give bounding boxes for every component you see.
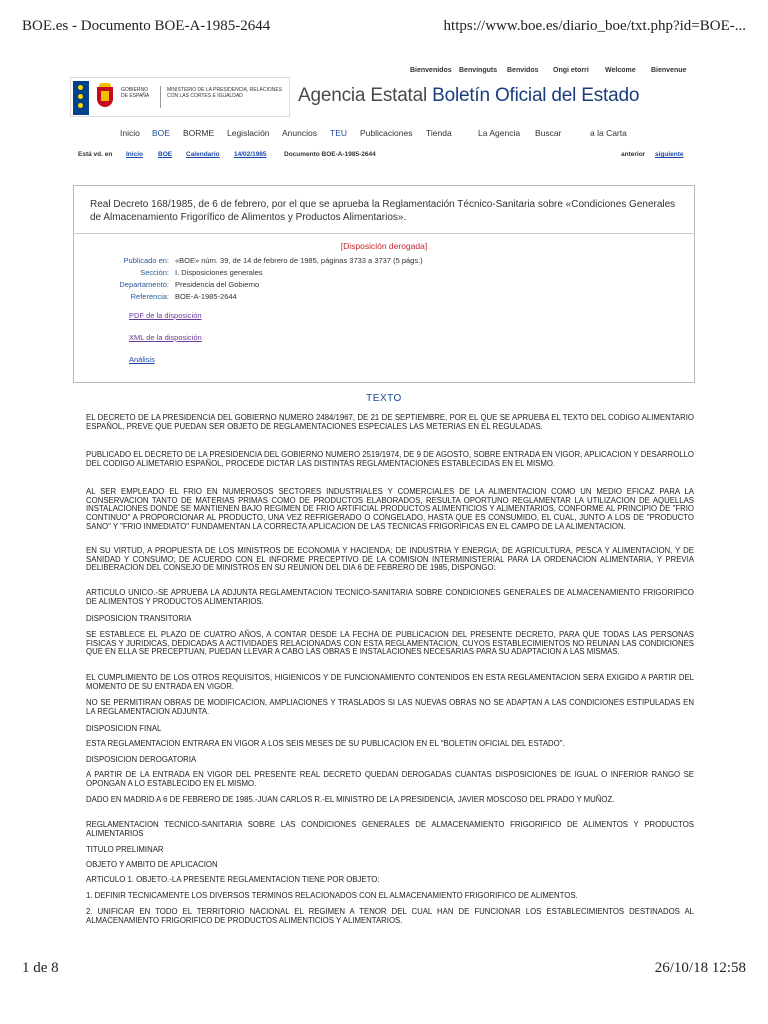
meta-label: Publicado en: bbox=[123, 256, 169, 265]
meta-row-publicado bbox=[74, 256, 694, 267]
body-paragraph: DISPOSICION FINAL bbox=[86, 724, 162, 733]
lang-link-gl[interactable]: Benvidos bbox=[507, 67, 539, 74]
meta-row-departamento bbox=[74, 280, 694, 291]
nav-item-legislacion[interactable]: Legislación bbox=[227, 128, 270, 138]
eu-flag-icon bbox=[73, 81, 89, 115]
body-paragraph: ARTICULO 1. OBJETO.-LA PRESENTE REGLAMENTACION TIENE POR OBJETO: bbox=[86, 875, 380, 884]
breadcrumb-date[interactable]: 14/02/1985 bbox=[234, 151, 267, 158]
analisis-link[interactable]: Análisis bbox=[129, 355, 155, 364]
document-info-box bbox=[73, 185, 695, 383]
nav-item-a-la-carta[interactable]: a la Carta bbox=[590, 128, 627, 138]
body-paragraph: EN SU VIRTUD, A PROPUESTA DE LOS MINISTROS DE ECONOMIA Y HACIENDA; DE INDUSTRIA Y ENERGIA; DE AGRICULTURA, PESCA Y ALIMENTACION, Y DE SANIDAD Y CONSUMO; DE ACUERDO CON EL INFORME PRECEPTIVO DE LA COMISION INTERMINISTERIAL PARA LA ORDENACION ALIMENTARIA, Y PREVIA DELIBERACION DEL CONSEJO DE MINISTROS EN SU REUNION DEL DIA 6 DE FEBRERO DE 1985, DISPONGO: bbox=[86, 546, 694, 573]
body-paragraph: DISPOSICION DEROGATORIA bbox=[86, 755, 197, 764]
print-datetime: 26/10/18 12:58 bbox=[654, 960, 746, 976]
body-paragraph: EL DECRETO DE LA PRESIDENCIA DEL GOBIERNO NUMERO 2484/1967, DE 21 DE SEPTIEMBRE, POR EL QUE SE APRUEBA EL TEXTO DEL CODIGO ALIMENTARIO ESPAÑOL, PREVE QUE PUEDAN SER OBJETO DE REGLAMENTACIONES ESPECIALES LAS METERIAS EN EL REGULADAS. bbox=[86, 413, 694, 431]
agency-logo[interactable] bbox=[298, 85, 639, 107]
lang-link-ca[interactable]: Benvinguts bbox=[459, 67, 498, 74]
lang-link-eu[interactable]: Ongi etorri bbox=[553, 67, 589, 74]
body-paragraph: A PARTIR DE LA ENTRADA EN VIGOR DEL PRESENTE REAL DECRETO QUEDAN DEROGADAS CUANTAS DISPOSICIONES DE IGUAL O INFERIOR RANGO SE OPONGAN A LO ESTABLECIDO EN EL MISMO. bbox=[86, 770, 694, 788]
lang-link-fr[interactable]: Bienvenue bbox=[651, 67, 687, 74]
body-paragraph: PUBLICADO EL DECRETO DE LA PRESIDENCIA DEL GOBIERNO NUMERO 2519/1974, DE 9 DE AGOSTO, SOBRE ENTRADA EN VIGOR, APLICACION Y DESARROLLO DEL CODIGO ALIMETARIO ESPAÑOL, PROCEDE DICTAR LAS DISTINTAS REGLAMENTACIONES ESTABLECIDAS EN EL MISMO. bbox=[86, 450, 694, 468]
xml-download-link[interactable]: XML de la disposición bbox=[129, 333, 202, 342]
nav-item-publicaciones[interactable]: Publicaciones bbox=[360, 128, 413, 138]
body-paragraph: ESTA REGLAMENTACION ENTRARA EN VIGOR A LOS SEIS MESES DE SU PUBLICACION EN EL "BOLETIN OFICIAL DEL ESTADO". bbox=[86, 739, 565, 748]
print-page-title: BOE.es - Documento BOE-A-1985-2644 bbox=[22, 18, 271, 34]
breadcrumb-calendario[interactable]: Calendario bbox=[186, 151, 220, 158]
print-footer bbox=[22, 960, 746, 980]
body-paragraph: AL SER EMPLEADO EL FRIO EN NUMEROSOS SECTORES INDUSTRIALES Y COMERCIALES DE LA ALIMENTACION COMO UN MEDIO EFICAZ PARA LA CONSERVACION TANTO DE MATERIAS PRIMAS COMO DE PRODUCTOS ELABORADOS, RESULTA OPORTUNO REGLAMENTAR LA UTILIZACION DE AQUELLAS INSTALACIONES DONDE SE MANTIENEN BAJO REGIMEN DE FRIO ARTIFICIAL PRODUCTOS ALIMENTICIOS Y ALIMENTARIOS, CONFORME AL PRINCIPIO DE "FRIO CONTINUO" A PROPORCIONAR AL PRODUCTO, UNA VEZ REFRIGERADO O CONGELADO, HASTA QUE ES CONSUMIDO, EL CUAL, JUNTO A LOS DE "PRODUCTO SANO" Y "FRIO INMEDIATO" FUNDAMENTAN LA CORRECTA APLICACION DE LAS TECNICAS FRIGORIFICAS EN EL CAMPO DE LA ALIMENTACION. bbox=[86, 487, 694, 531]
next-doc-link[interactable]: siguiente bbox=[655, 151, 684, 158]
body-paragraph: NO SE PERMITIRAN OBRAS DE MODIFICACION, AMPLIACIONES Y TRASLADOS SI LAS NUEVAS OBRAS NO SE ADAPTAN A LAS CONDICIONES ESTIPULADAS EN LA REGLAMENTACION ADJUNTA. bbox=[86, 698, 694, 716]
breadcrumb bbox=[78, 151, 708, 163]
print-page-url: https://www.boe.es/diario_boe/txt.php?id=BOE-... bbox=[443, 18, 746, 34]
body-paragraph: 1. DEFINIR TECNICAMENTE LOS DIVERSOS TERMINOS RELACIONADOS CON EL ALMACENAMIENTO FRIGORIFICO DE ALIMENTOS. bbox=[86, 891, 578, 900]
nav-item-borme[interactable]: BORME bbox=[183, 128, 215, 138]
meta-row-seccion bbox=[74, 268, 694, 279]
section-heading: TEXTO bbox=[366, 393, 402, 404]
body-paragraph: DADO EN MADRID A 6 DE FEBRERO DE 1985.-JUAN CARLOS R.-EL MINISTRO DE LA PRESIDENCIA, JAVIER MOSCOSO DEL PRADO Y MUÑOZ. bbox=[86, 795, 615, 804]
meta-value: I. Disposiciones generales bbox=[175, 268, 263, 277]
print-page-number: 1 de 8 bbox=[22, 960, 59, 976]
body-paragraph: DISPOSICION TRANSITORIA bbox=[86, 614, 192, 623]
meta-value: BOE-A-1985-2644 bbox=[175, 292, 237, 301]
meta-value: Presidencia del Gobierno bbox=[175, 280, 260, 289]
nav-item-tienda[interactable]: Tienda bbox=[426, 128, 452, 138]
nav-item-teu[interactable]: TEU bbox=[330, 128, 347, 138]
document-title: Real Decreto 168/1985, de 6 de febrero, por el que se aprueba la Reglamentación Técnico-Sanitaria sobre «Condiciones Generales de Almacenamiento Frigorífico de Alimentos y Productos Alimentarios». bbox=[90, 199, 676, 223]
breadcrumb-current: Documento BOE-A-1985-2644 bbox=[284, 151, 376, 158]
pdf-download-link[interactable]: PDF de la disposición bbox=[129, 311, 202, 320]
title-divider bbox=[74, 233, 694, 234]
breadcrumb-inicio[interactable]: Inicio bbox=[126, 151, 143, 158]
nav-item-buscar[interactable]: Buscar bbox=[535, 128, 562, 138]
lang-link-es[interactable]: Bienvenidos bbox=[410, 67, 452, 74]
agency-name: Boletín Oficial del Estado bbox=[432, 85, 640, 106]
meta-label: Sección: bbox=[140, 268, 169, 277]
site-header bbox=[70, 77, 700, 117]
meta-row-referencia bbox=[74, 292, 694, 303]
ministerio-label: MINISTERIO DE LA PRESIDENCIA, RELACIONES CON LAS CORTES E IGUALDAD bbox=[167, 87, 283, 99]
main-nav bbox=[120, 128, 680, 142]
lang-link-en[interactable]: Welcome bbox=[605, 67, 636, 74]
gobierno-logo[interactable] bbox=[70, 77, 290, 117]
logo-divider bbox=[160, 86, 161, 108]
gobierno-label: GOBIERNO DE ESPAÑA bbox=[121, 87, 150, 99]
status-badge: [Disposición derogada] bbox=[340, 241, 428, 251]
body-paragraph: ARTICULO UNICO.-SE APRUEBA LA ADJUNTA REGLAMENTACION TECNICO-SANITARIA SOBRE CONDICIONES GENERALES DE ALMACENAMIENTO FRIGORIFICO DE ALIMENTOS Y PRODUCTOS ALIMENTARIOS. bbox=[86, 588, 694, 606]
prev-doc-label: anterior bbox=[621, 151, 646, 158]
meta-label: Departamento: bbox=[119, 280, 169, 289]
body-paragraph: 2. UNIFICAR EN TODO EL TERRITORIO NACIONAL EL REGIMEN A TENOR DEL CUAL HAN DE FUNCIONAR LOS ESTABLECIMIENTOS DESTINADOS AL ALMACENAMIENTO FRIGORIFICO DE PRODUCTOS ALIMENTICIOS Y ALIMENTARIOS. bbox=[86, 907, 694, 925]
nav-item-inicio[interactable]: Inicio bbox=[120, 128, 140, 138]
meta-value: «BOE» núm. 39, de 14 de febrero de 1985, páginas 3733 a 3737 (5 págs.) bbox=[175, 256, 423, 265]
nav-item-boe[interactable]: BOE bbox=[152, 128, 170, 138]
agency-prefix: Agencia Estatal bbox=[298, 85, 433, 106]
body-paragraph: SE ESTABLECE EL PLAZO DE CUATRO AÑOS, A CONTAR DESDE LA FECHA DE PUBLICACION DEL PRESENTE DECRETO, PARA QUE TODAS LAS PERSONAS FISICAS Y JURIDICAS, DEDICADAS A ACTIVIDADES RELACIONADAS CON ESTA REGLAMENTACION, CUYOS ESTABLECIMIENTOS NO REUNAN LAS CONDICIONES QUE EN ELLA SE PRECEPTUAN, PUEDAN LLEVAR A CABO LAS OBRAS E INSTALACIONES NECESARIAS PARA SU ADAPTACION A LAS MISMAS. bbox=[86, 630, 694, 657]
breadcrumb-prefix: Está vd. en bbox=[78, 151, 113, 158]
coat-of-arms-icon bbox=[95, 83, 115, 113]
nav-item-anuncios[interactable]: Anuncios bbox=[282, 128, 317, 138]
breadcrumb-boe[interactable]: BOE bbox=[158, 151, 173, 158]
nav-item-la-agencia[interactable]: La Agencia bbox=[478, 128, 521, 138]
print-header bbox=[22, 18, 746, 38]
body-paragraph: OBJETO Y AMBITO DE APLICACION bbox=[86, 860, 218, 869]
body-paragraph: REGLAMENTACION TECNICO-SANITARIA SOBRE LAS CONDICIONES GENERALES DE ALMACENAMIENTO FRIGORIFICO DE ALIMENTOS Y PRODUCTOS ALIMENTARIOS bbox=[86, 820, 694, 838]
body-paragraph: EL CUMPLIMIENTO DE LOS OTROS REQUISITOS, HIGIENICOS Y DE FUNCIONAMIENTO CONTENIDOS EN ESTA REGLAMENTACION SERA EXIGIDO A PARTIR DEL MOMENTO DE SU ENTRADA EN VIGOR. bbox=[86, 673, 694, 691]
body-paragraph: TITULO PRELIMINAR bbox=[86, 845, 164, 854]
meta-label: Referencia: bbox=[130, 292, 169, 301]
